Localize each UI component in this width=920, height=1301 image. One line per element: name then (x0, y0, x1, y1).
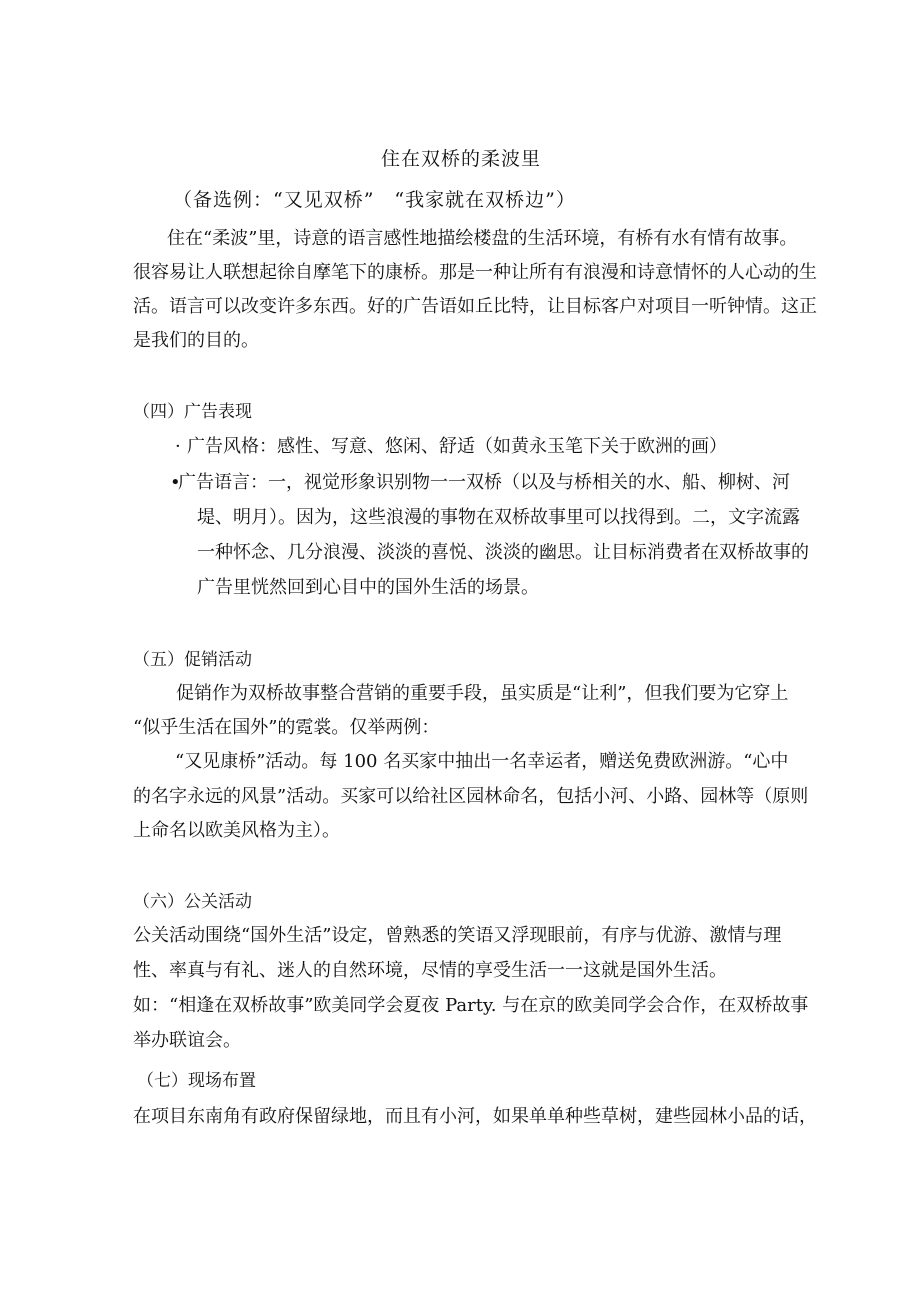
section5-heading: （五）促销活动 (133, 650, 252, 670)
section4-bullet2 (170, 472, 790, 494)
intro-line: 活。语言可以改变许多东西。好的广告语如丘比特，让目标客户对项目一听钟情。这正 (133, 296, 817, 317)
section6-line: 性、率真与有礼、迷人的自然环境，尽情的享受生活一一这就是国外生活。 (133, 960, 727, 981)
bullet2-text: 广告语言：一，视觉形象识别物一一双桥（以及与桥相关的水、船、柳树、河 (178, 472, 790, 493)
section5-line: 上命名以欧美风格为主）。 (133, 820, 340, 841)
section6-line: 如：“相逢在双桥故事”欧美同学会夏夜 Party. 与在京的欧美同学会合作，在双桥故事 (133, 995, 809, 1016)
section6-line: 公关活动围绕“国外生活”设定，曾熟悉的笑语又浮现眼前，有序与优游、激情与理 (133, 925, 782, 946)
section4-bullet2-cont: 堤、明月）。因为，这些浪漫的事物在双桥故事里可以找得到。二，文字流露 (197, 507, 800, 528)
section6-heading: （六）公关活动 (133, 892, 252, 912)
bullet-icon: • (170, 472, 181, 493)
section5-line: 的名字永远的风景”活动。买家可以给社区园林命名，包括小河、小路、园林等（原则 (133, 786, 809, 807)
section7-line: 在项目东南角有政府保留绿地，而且有小河，如果单单种些草树，建些园林小品的话， (133, 1106, 817, 1127)
section4-heading: （四）广告表现 (133, 402, 252, 422)
intro-line: 很容易让人联想起徐自摩笔下的康桥。那是一种让所有有浪漫和诗意情怀的人心动的生 (133, 262, 817, 283)
intro-line: 是我们的目的。 (133, 330, 259, 351)
intro-line: 住在“柔波”里，诗意的语言感性地描绘楼盘的生活环境，有桥有水有情有故事。 (167, 228, 798, 249)
section5-line: 促销作为双桥故事整合营销的重要手段，虽实质是“让利”，但我们要为它穿上 (176, 683, 789, 704)
document-subtitle: （备选例：“又见双桥” “我家就在双桥边”） (173, 189, 576, 211)
section5-line: “似乎生活在国外”的霓裳。仅举两例： (133, 717, 440, 738)
section5-line: “又见康桥”活动。每 100 名买家中抽出一名幸运者，赠送免费欧洲游。“心中 (175, 751, 789, 772)
document-title: 住在双桥的柔波里 (381, 148, 542, 170)
section7-heading: （七）现场布置 (137, 1071, 256, 1091)
bullet1-text: 广告风格：感性、写意、悠闲、舒适（如黄永玉笔下关于欧洲的画） (187, 436, 727, 457)
bullet-icon: · (175, 436, 181, 457)
section6-line: 举办联谊会。 (133, 1030, 241, 1051)
section4-bullet1 (175, 436, 727, 458)
section4-bullet2-cont: 广告里恍然回到心目中的国外生活的场景。 (197, 577, 539, 598)
section4-bullet2-cont: 一种怀念、几分浪漫、淡淡的喜悦、淡淡的幽思。让目标消费者在双桥故事的 (197, 542, 809, 563)
